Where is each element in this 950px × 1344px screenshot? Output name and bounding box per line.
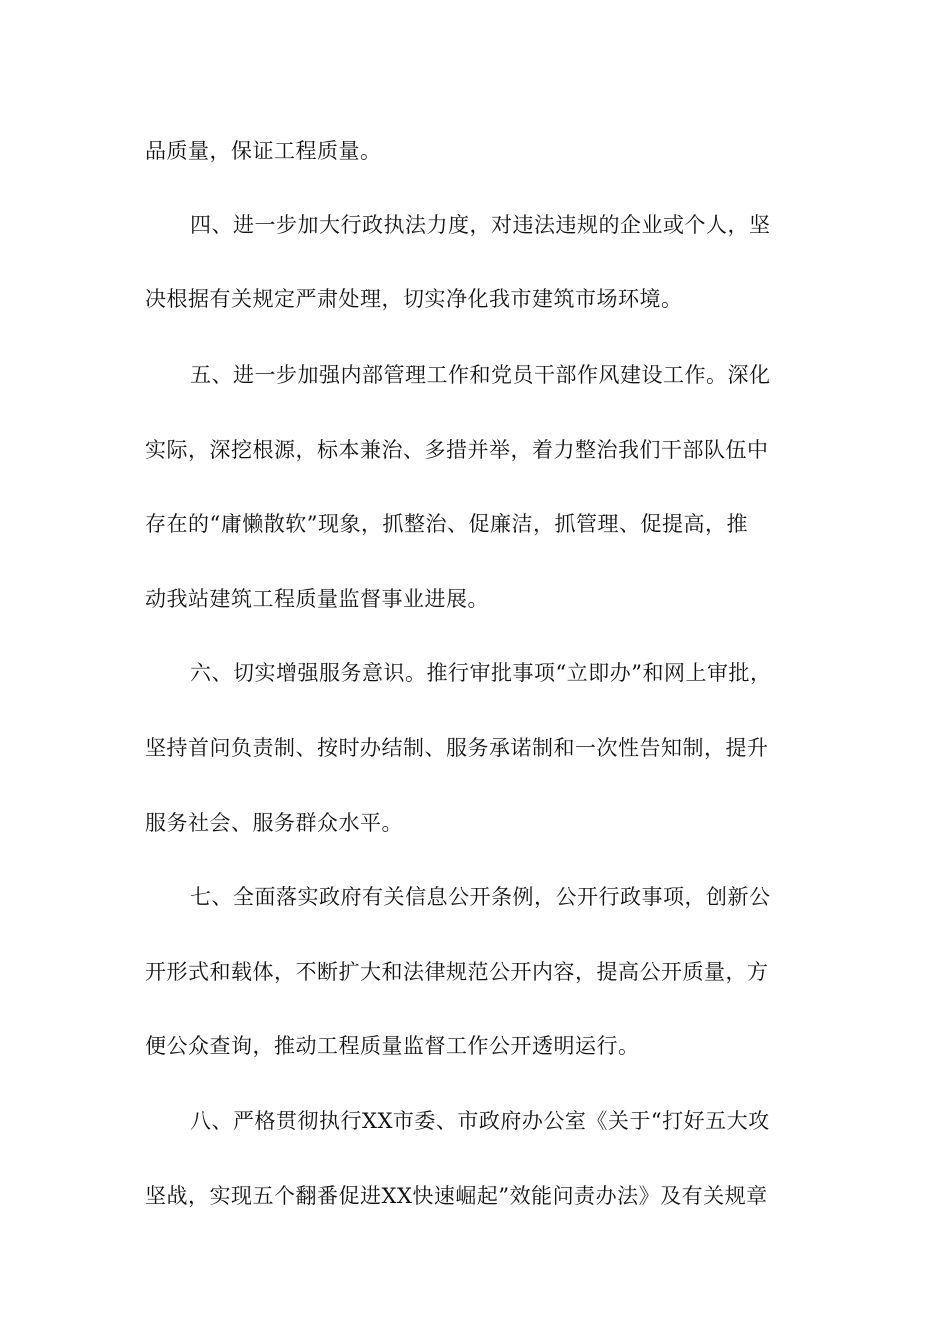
text-line: 实际，深挖根源，标本兼治、多措并举，着力整治我们干部队伍中 <box>145 438 769 462</box>
text-line: 便公众查询，推动工程质量监督工作公开透明运行。 <box>145 1034 640 1058</box>
text-line: 坚战，实现五个翻番促进XX快速崛起”效能问责办法》及有关规章 <box>145 1184 768 1208</box>
text-line: 五、进一步加强内部管理工作和党员干部作风建设工作。深化 <box>190 363 771 387</box>
text-line: 动我站建筑工程质量监督事业进展。 <box>145 587 489 611</box>
text-line: 开形式和载体，不断扩大和法律规范公开内容，提高公开质量，方 <box>145 960 769 984</box>
text-line: 决根据有关规定严肃处理，切实净化我市建筑市场环境。 <box>145 287 683 311</box>
text-line: 六、切实增强服务意识。推行审批事项“立即办”和网上审批， <box>190 661 772 685</box>
text-line: 服务社会、服务群众水平。 <box>145 811 403 835</box>
text-line: 品质量，保证工程质量。 <box>145 139 382 163</box>
text-line: 八、严格贯彻执行XX市委、市政府办公室《关于“打好五大攻 <box>190 1109 770 1133</box>
text-line: 存在的“庸懒散软”现象，抓整治、促廉洁，抓管理、促提高，推 <box>145 512 748 536</box>
text-line: 四、进一步加大行政执法力度，对违法违规的企业或个人，坚 <box>190 213 771 237</box>
text-line: 坚持首问负责制、按时办结制、服务承诺制和一次性告知制，提升 <box>145 736 769 760</box>
text-line: 七、全面落实政府有关信息公开条例，公开行政事项，创新公 <box>190 885 771 909</box>
